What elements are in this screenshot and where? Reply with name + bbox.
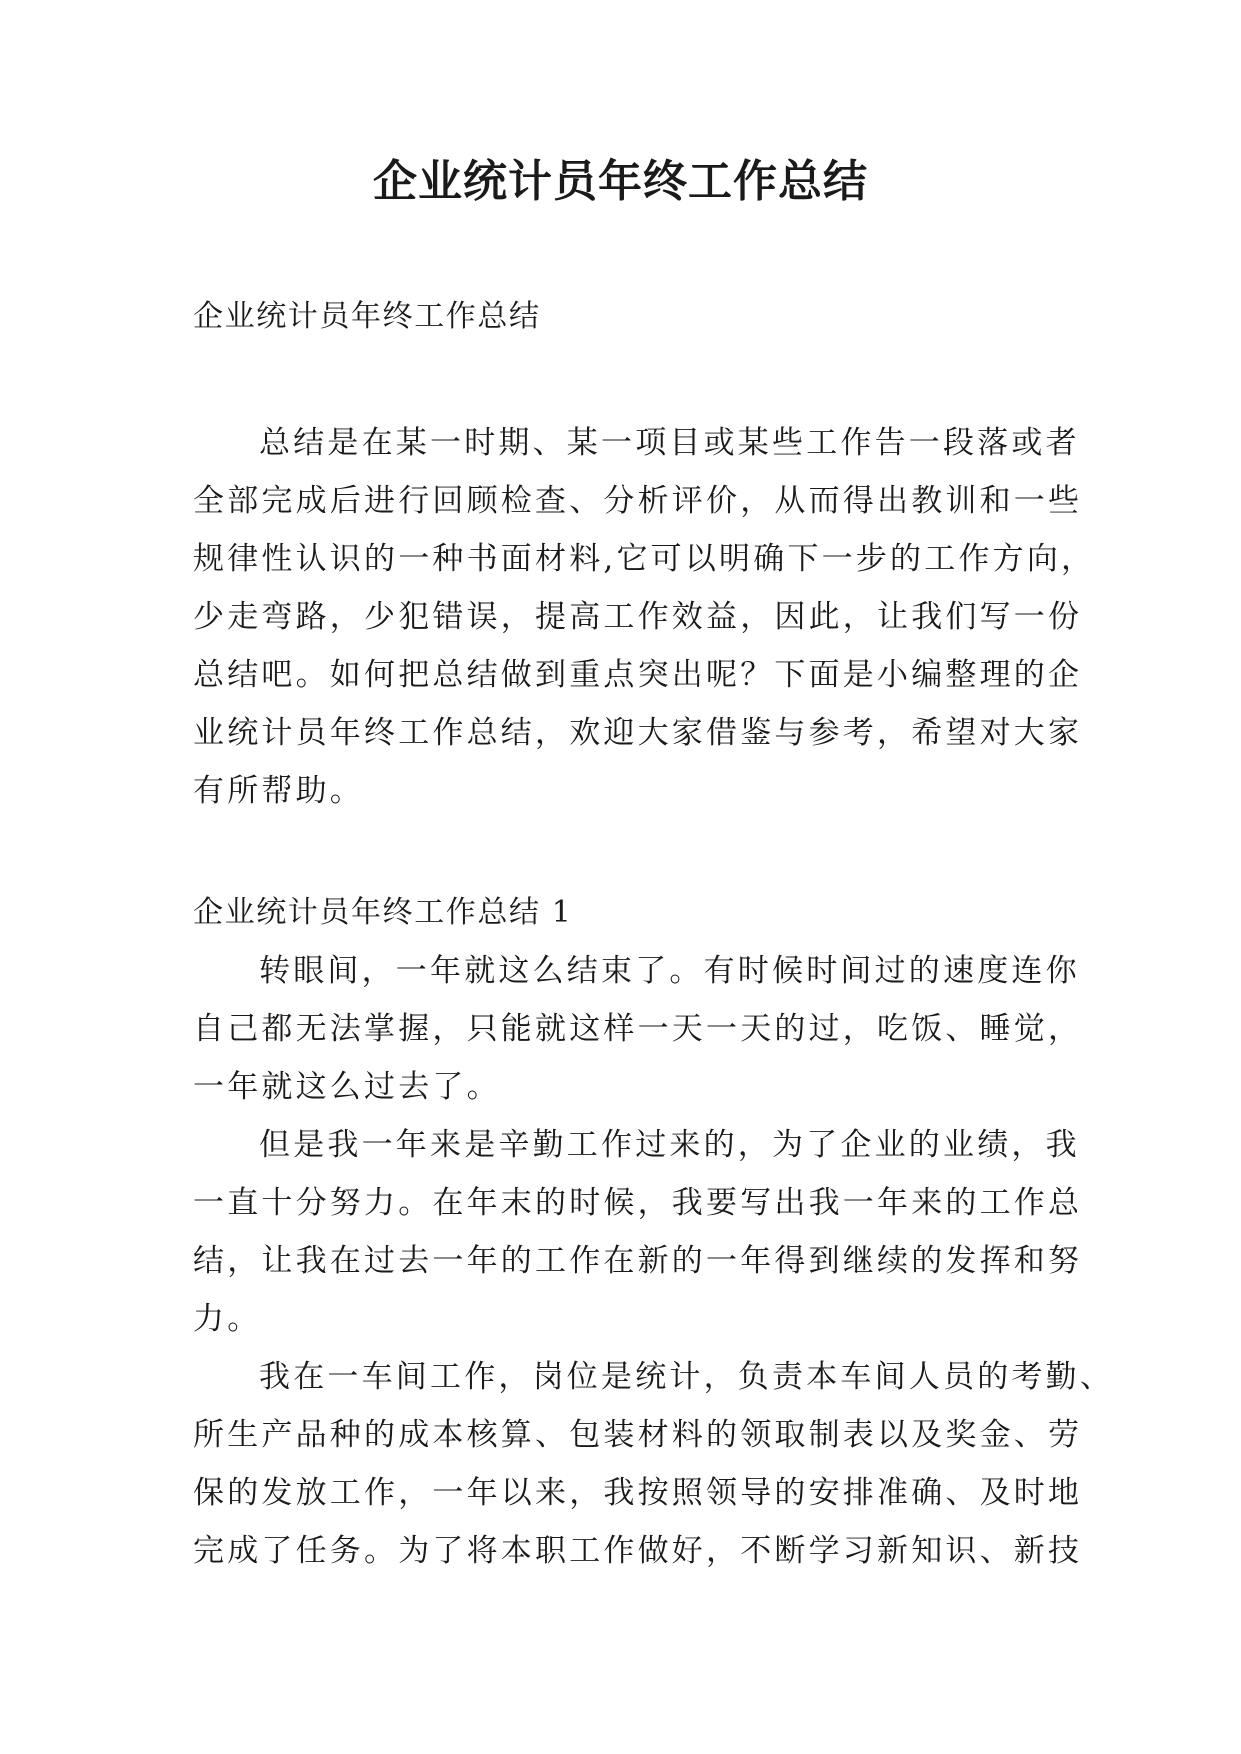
paragraph-line: 自己都无法掌握，只能就这样一天一天的过，吃饭、睡觉， <box>193 1011 1083 1047</box>
document-body <box>193 288 1114 1580</box>
spacer <box>193 346 1053 414</box>
document-subtitle: 企业统计员年终工作总结 <box>193 299 541 334</box>
paragraph-line: 有所帮助。 <box>193 773 364 809</box>
paragraph-line: 一直十分努力。在年末的时候，我要写出我一年来的工作总 <box>193 1185 1083 1221</box>
section-heading: 企业统计员年终工作总结 1 <box>193 895 573 930</box>
paragraph-line: 所生产品种的成本核算、包装材料的领取制表以及奖金、劳 <box>193 1417 1083 1453</box>
paragraph-line: 力。 <box>193 1301 262 1337</box>
paragraph-2 <box>193 1116 1083 1348</box>
paragraph-line: 总结吧。如何把总结做到重点突出呢？下面是小编整理的企 <box>193 657 1083 693</box>
document-title: 企业统计员年终工作总结 <box>373 156 868 207</box>
paragraph-line: 全部完成后进行回顾检查、分析评价，从而得出教训和一些 <box>193 483 1083 519</box>
paragraph-line: 转眼间，一年就这么结束了。有时候时间过的速度连你 <box>259 953 1080 989</box>
paragraph-line: 结，让我在过去一年的工作在新的一年得到继续的发挥和努 <box>193 1243 1083 1279</box>
paragraph-line: 少走弯路，少犯错误，提高工作效益，因此，让我们写一份 <box>193 599 1083 635</box>
paragraph-3 <box>193 1348 1114 1580</box>
intro-paragraph <box>193 414 1096 820</box>
paragraph-line: 规律性认识的一种书面材料,它可以明确下一步的工作方向， <box>193 541 1096 577</box>
paragraph-line: 完成了任务。为了将本职工作做好，不断学习新知识、新技 <box>193 1533 1083 1569</box>
paragraph-1 <box>193 942 1083 1116</box>
paragraph-line: 我在一车间工作，岗位是统计，负责本车间人员的考勤、 <box>259 1359 1114 1395</box>
paragraph-line: 保的发放工作，一年以来，我按照领导的安排准确、及时地 <box>193 1475 1083 1511</box>
paragraph-line: 业统计员年终工作总结，欢迎大家借鉴与参考，希望对大家 <box>193 715 1083 751</box>
paragraph-line: 总结是在某一时期、某一项目或某些工作告一段落或者 <box>259 425 1080 461</box>
paragraph-line: 一年就这么过去了。 <box>193 1069 501 1105</box>
spacer <box>193 820 1053 884</box>
paragraph-line: 但是我一年来是辛勤工作过来的，为了企业的业绩，我 <box>259 1127 1080 1163</box>
